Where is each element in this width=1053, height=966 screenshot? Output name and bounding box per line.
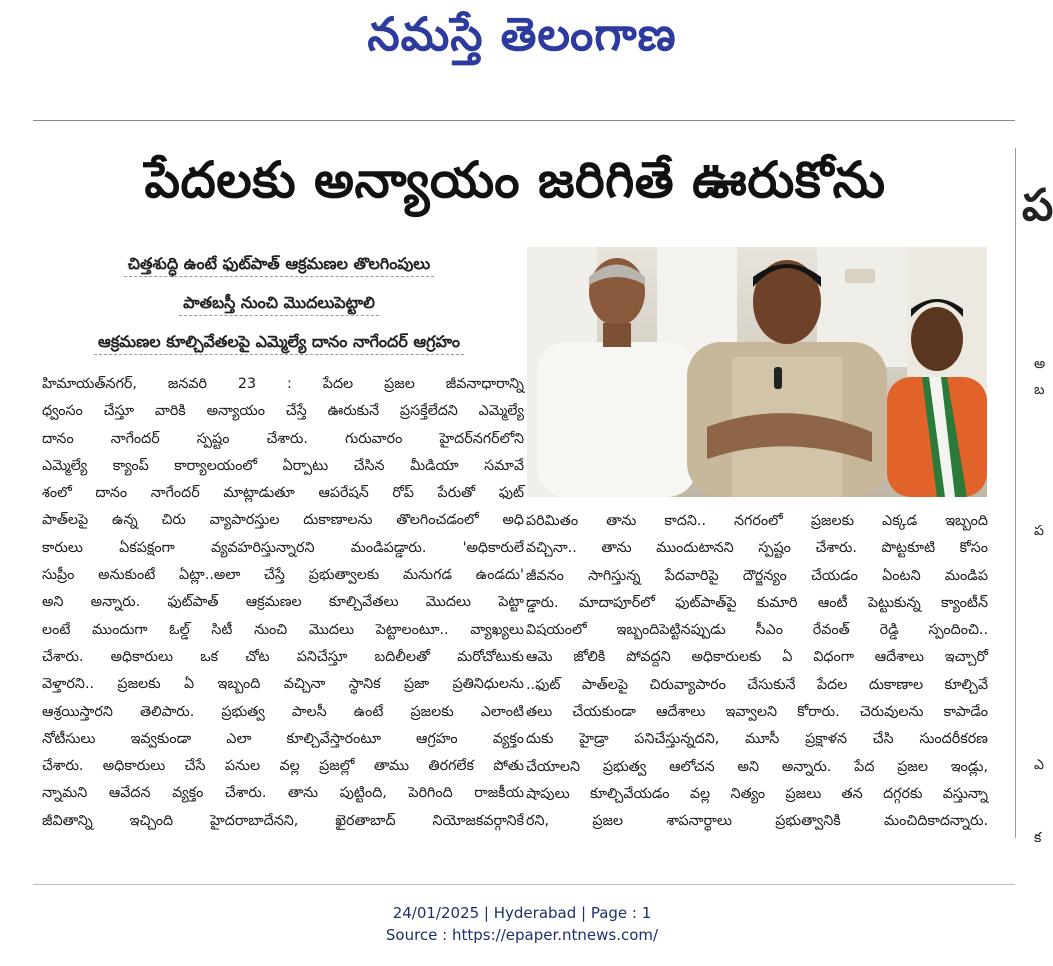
body-line: చేశారు. అధికారులు చేసే పనుల వల్ల ప్రజల్లో తాము తిరగలేక పోతు (42, 758, 524, 775)
body-line: ఆమె జోలికి పోవద్దని అధికారులకు ఏ విధంగా ఆదేశాలు ఇచ్చారో (526, 649, 988, 666)
column-divider (1015, 148, 1016, 838)
body-line: దానం నాగేందర్ స్పష్టం చేశారు. గురువారం హైదర్‌నగర్‌లోని (42, 430, 524, 447)
body-line: ధ్వంసం చేస్తూ వారికి అన్యాయం చేస్తే ఊరుకునే ప్రసక్తేలేదని ఎమ్మెల్యే (42, 403, 524, 420)
deck-line: చిత్తశుద్ధి ఉంటే ఫుట్‌పాత్ ఆక్రమణల తొలగింపులు (40, 250, 518, 283)
body-line: అని అన్నారు. ఫుట్‌పాత్ ఆక్రమణల కూల్చివేతలు మొదలు పెట్టా (42, 594, 524, 611)
body-line: వచ్చినా.. తాను ముందుటానని స్పష్టం చేశారు. పొట్టకూటి కోసం (526, 540, 988, 557)
adjacent-column-fragment: బ (1034, 382, 1045, 398)
body-line: శంలో దానం నాగేందర్ మాట్లాడుతూ ఆపరేషన్ రోప్ పేరుతో ఫుట్ (42, 485, 524, 502)
body-line: తలు చేయకుండా ఆదేశాలు ఇవ్వాలని కోరారు. చెరువులను కాపాడేం (526, 704, 988, 721)
body-line: లంటే ముందుగా ఓల్డ్ సిటీ నుంచి మొదలు పెట్టాలంటూ.. వ్యాఖ్యలు (42, 621, 524, 638)
adjacent-column-fragment: అ (1034, 356, 1046, 372)
source-link[interactable]: Source : https://epaper.ntnews.com/ (385, 926, 659, 944)
deck-line: పాతబస్తీ నుంచి మొదలుపెట్టాలి (40, 289, 518, 322)
body-line: జీవనం సాగిస్తున్న పేదవారిపై దౌర్జన్యం చేయడం ఏంటని మండిప (526, 567, 988, 584)
body-line: నోటీసులు ఇవ్వకుండా ఎలా కూల్చివేస్తారంటూ ఆగ్రహం వ్యక్తం (42, 730, 524, 747)
press-photo-illustration (527, 247, 987, 497)
body-line: పరిమితం తాను కాదని.. నగరంలో ప్రజలకు ఎక్కడ ఇబ్బంది (526, 513, 988, 529)
body-line: షాపులు కూల్చివేయడం వల్ల నిత్యం ప్రజలు తన దగ్గరకు వస్తున్నా (526, 785, 988, 802)
body-line: విషయంలో ఇబ్బందిపెట్టినప్పుడు సీఎం రేవంత్ రెడ్డి స్పందించి.. (526, 622, 988, 639)
body-line: సుప్రీం అనుకుంటే ఏట్లా..అలా చేస్తే ప్రభుత్వాలకు మనుగడ ఉండదు' (42, 567, 524, 584)
article-photo (527, 247, 987, 497)
body-line: చేశారు. అధికారులు ఒక చోట పనిచేస్తూ బదిలీలతో మరోచోటుకు (42, 648, 524, 665)
article-decks (40, 250, 518, 361)
body-line: రని, ప్రజల శాపనార్థాలు ప్రభుత్వానికి మంచిదికాదన్నారు. (526, 813, 988, 830)
body-line: జీవితాన్ని ఇచ్చింది హైదరాబాదేనని, ఖైరతాబాద్ నియోజకవర్గానికే (42, 812, 524, 829)
body-line: కారులు ఏకపక్షంగా వ్యవహరిస్తున్నారని మండిపడ్డారు. 'అధికారులే (42, 539, 524, 556)
article-headline: పేదలకు అన్యాయం జరిగితే ఊరుకోను (144, 150, 886, 209)
deck-line: ఆక్రమణల కూల్చివేతలపై ఎమ్మెల్యే దానం నాగేందర్ ఆగ్రహం (40, 328, 518, 361)
body-line: దుకు హైడ్రా పనిచేస్తున్నదని, మూసీ ప్రక్షాళన చేసి సుందరీకరణ (526, 731, 988, 748)
newspaper-logo: నమస్తే తెలంగాణ (367, 7, 677, 61)
bottom-divider (33, 884, 1015, 885)
adjacent-column-fragment: ప (1034, 523, 1044, 539)
body-line: పాత్‌లపై ఉన్న చిరు వ్యాపారస్తుల దుకాణాలను తొలగించడంలో అధి (42, 512, 524, 529)
top-divider (33, 120, 1015, 121)
body-line: న్నామని ఆవేదన వ్యక్తం చేశారు. తాను పుట్టింది, పెరిగింది రాజకీయ (42, 785, 524, 802)
masthead (0, 0, 1044, 80)
body-line: వెళ్తారని.. ప్రజలకు ఏ ఇబ్బంది వచ్చినా స్థానిక ప్రజా ప్రతినిధులను (42, 676, 524, 693)
page-footer (0, 902, 1044, 946)
article-body-left-column (42, 371, 524, 835)
body-line: చేయాలని ప్రభుత్వ ఆలోచన అని అన్నారు. పేద ప్రజల ఇండ్లు, (526, 758, 988, 775)
body-line: డ్డారు. మాదాపూర్‌లో ఫుట్‌పాత్‌పై కుమారి ఆంటీ పెట్టుకున్న క్యాంటీన్ (526, 594, 988, 611)
body-line: ఎమ్మెల్యే క్యాంప్ కార్యాలయంలో ఏర్పాటు చేసిన మీడియా సమావే (42, 457, 524, 474)
edition-info: 24/01/2025 | Hyderabad | Page : 1 (392, 904, 652, 922)
adjacent-column-fragment: ఎ (1034, 757, 1044, 773)
adjacent-headline-fragment: ప (1022, 180, 1053, 231)
body-line: హిమాయత్‌నగర్, జనవరి 23 : పేదల ప్రజల జీవనాధారాన్ని (42, 376, 524, 392)
body-line: ..ఫుట్ పాత్‌లపై చిరువ్యాపారం చేసుకునే పేదల దుకాణాల కూల్చివే (526, 676, 988, 693)
article-body-right-column (526, 508, 988, 836)
adjacent-column-fragment: క (1034, 830, 1042, 846)
body-line: ఆశ్రయిస్తారని తెలిపారు. ప్రభుత్వ పాలసీ ఉంటే ప్రజలకు ఎలాంటి (42, 703, 524, 720)
